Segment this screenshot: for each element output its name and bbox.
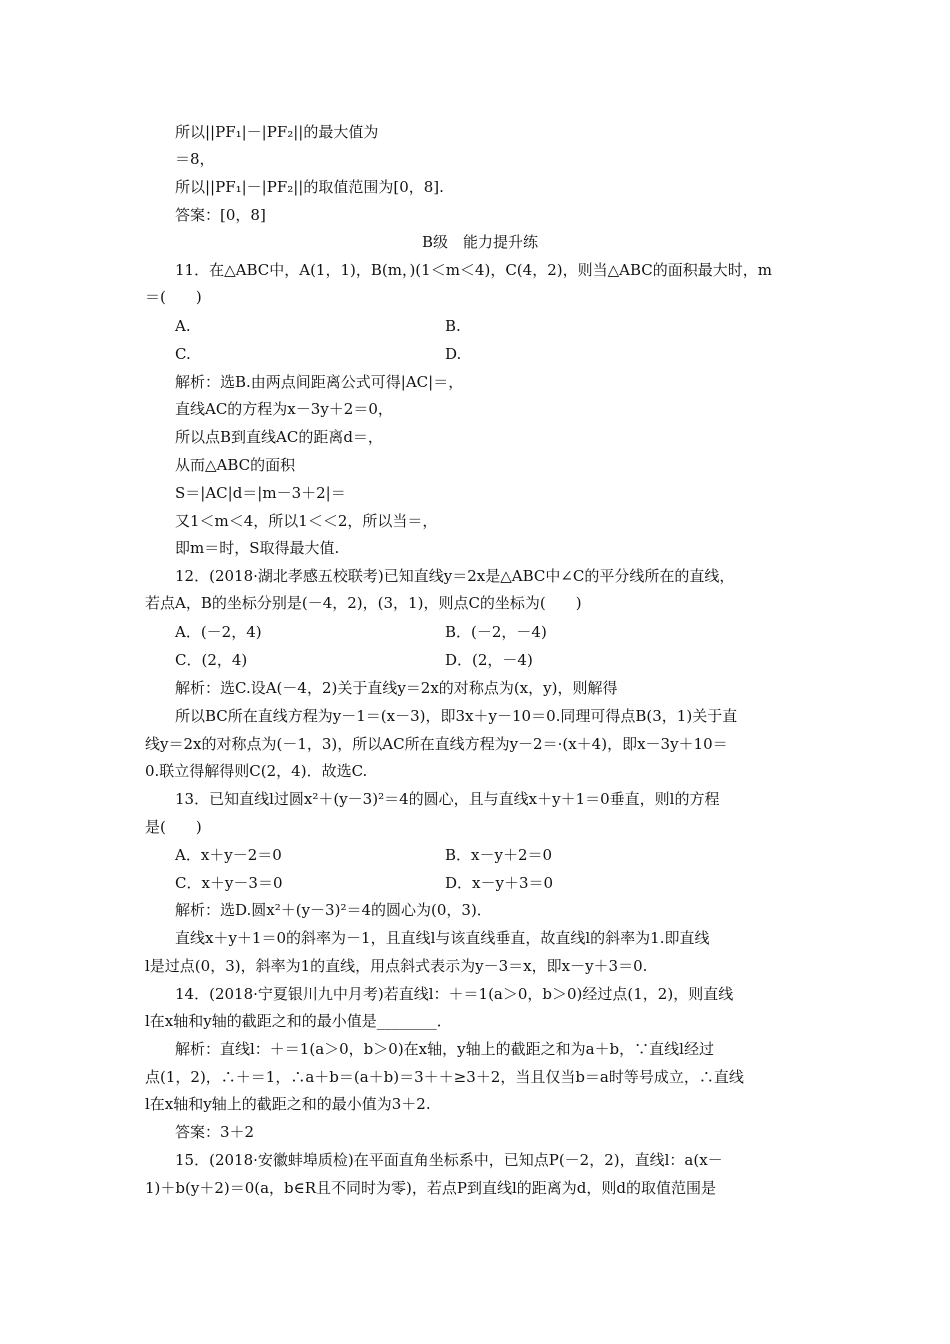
question-12: 12．(2018·湖北孝感五校联考)已知直线y＝2x是△ABC中∠C的平分线所在的直线， (175, 567, 735, 585)
text-line: 所以||PF₁|－|PF₂||的最大值为 (175, 123, 379, 141)
text-line: 若点A，B的坐标分别是(－4，2)，(3，1)，则点C的坐标为( ) (145, 594, 582, 612)
text-line: 所以||PF₁|－|PF₂||的取值范围为[0，8]. (175, 178, 444, 196)
text-line: 又1＜m＜4，所以1＜＜2，所以当＝， (175, 512, 438, 530)
text-line: 解析：选B.由两点间距离公式可得|AC|＝， (175, 373, 464, 391)
option-d: D．(2，－4) (445, 651, 533, 669)
question-13: 13．已知直线l过圆x²＋(y－3)²＝4的圆心，且与直线x＋y＋1＝0垂直，则l的方程 (175, 790, 720, 808)
text-line: 1)＋b(y＋2)＝0(a，b∈R且不同时为零)，若点P到直线l的距离为d，则d的取值范围是 (145, 1179, 717, 1197)
text-line: l是过点(0，3)，斜率为1的直线，用点斜式表示为y－3＝x，即x－y＋3＝0. (145, 957, 648, 975)
option-b: B. (445, 317, 461, 335)
option-a: A．(－2，4) (175, 623, 262, 641)
option-d: D. (445, 345, 462, 363)
text-line: 答案：3＋2 (175, 1123, 255, 1141)
text-line: 直线x＋y＋1＝0的斜率为－1，且直线l与该直线垂直，故直线l的斜率为1.即直线 (175, 929, 710, 947)
text-line: 是( ) (145, 818, 202, 836)
text-line: ＝8， (175, 150, 215, 168)
option-c: C．x＋y－3＝0 (175, 874, 283, 892)
option-c: C．(2，4) (175, 651, 248, 669)
option-b: B．x－y＋2＝0 (445, 846, 553, 864)
text-line: 解析：直线l：＋＝1(a＞0，b＞0)在x轴，y轴上的截距之和为a＋b，∵直线l经过 (175, 1040, 714, 1058)
option-b: B．(－2，－4) (445, 623, 547, 641)
option-a: A. (175, 317, 191, 335)
text-line: 点(1，2)，∴＋＝1，∴a＋b＝(a＋b)＝3＋＋≥3＋2，当且仅当b＝a时等号成立，∴直线 (145, 1068, 744, 1086)
text-line: S＝|AC|d＝|m－3＋2|＝ (175, 484, 346, 502)
text-line: 0.联立得解得则C(2，4)．故选C. (145, 762, 368, 780)
text-line: 解析：选D.圆x²＋(y－3)²＝4的圆心为(0，3)． (175, 901, 492, 919)
text-line: ＝( ) (145, 288, 202, 306)
section-heading: B级 能力提升练 (421, 233, 539, 251)
text-line: 所以BC所在直线方程为y－1＝(x－3)，即3x＋y－10＝0.同理可得点B(3，1)关于直 (175, 707, 738, 725)
text-line: 解析：选C.设A(－4，2)关于直线y＝2x的对称点为(x，y)，则解得 (175, 679, 618, 697)
text-line: 线y＝2x的对称点为(－1，3)，所以AC所在直线方程为y－2＝·(x＋4)，即x－3y＋10＝ (145, 735, 728, 753)
text-line: 从而△ABC的面积 (175, 456, 296, 474)
text-line: l在x轴和y轴上的截距之和的最小值为3＋2. (145, 1095, 431, 1113)
text-line: 直线AC的方程为x－3y＋2＝0， (175, 400, 393, 418)
option-c: C. (175, 345, 191, 363)
option-a: A．x＋y－2＝0 (175, 846, 282, 864)
text-line: l在x轴和y轴的截距之和的最小值是________． (145, 1012, 452, 1030)
text-line: 即m＝时，S取得最大值. (175, 539, 340, 557)
question-11: 11．在△ABC中，A(1，1)，B(m，)(1＜m＜4)，C(4，2)，则当△ABC的面积最大时，m (175, 261, 772, 279)
text-line: 所以点B到直线AC的距离d＝， (175, 428, 383, 446)
option-d: D．x－y＋3＝0 (445, 874, 554, 892)
question-15: 15．(2018·安徽蚌埠质检)在平面直角坐标系中，已知点P(－2，2)，直线l：a(x－ (175, 1151, 723, 1169)
text-line: 答案：[0，8] (175, 206, 266, 224)
question-14: 14．(2018·宁夏银川九中月考)若直线l：＋＝1(a＞0，b＞0)经过点(1，2)，则直线 (175, 985, 734, 1003)
